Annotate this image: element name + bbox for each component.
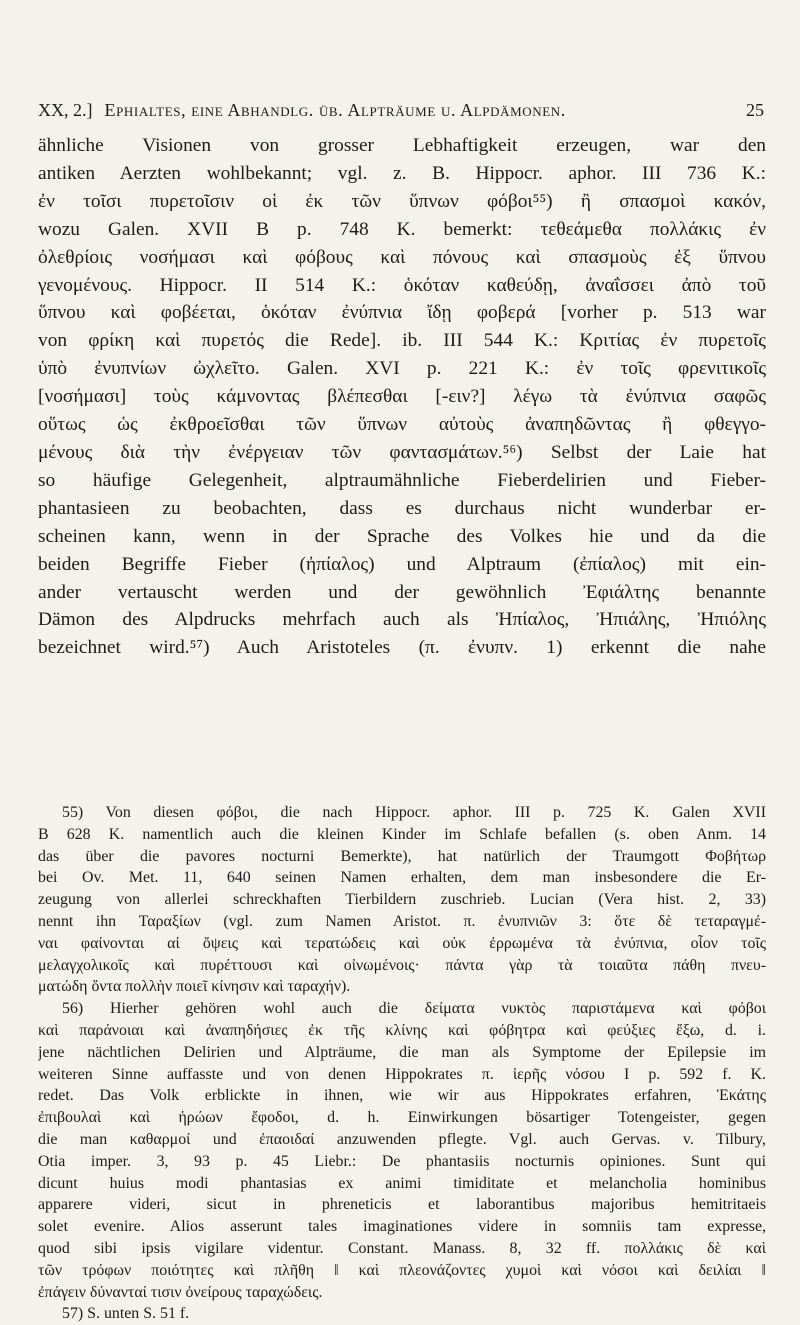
running-head-title: Ephialtes, eine Abhandlg. üb. Alpträume u. Alpdämonen.: [104, 100, 566, 120]
footnote-line: jene nächtlichen Delirien und Alpträume, die man als Symptome der Epilepsie im: [38, 1043, 766, 1061]
footnote-line: ἐπιβουλαὶ καὶ ἡρώων ἔφοδοι, d. h. Einwirkungen bösartiger Totengeister, gegen: [38, 1109, 766, 1127]
footnote-line: solet evenire. Alios asserunt tales imaginationes videre in somniis tam expresse,: [38, 1218, 766, 1236]
running-head: [38, 100, 764, 121]
body-line: οὕτως ὡς ἐκθροεῖσθαι τῶν ὕπνων αὐτοὺς ἀναπηδῶντας ἢ φθεγγο-: [38, 414, 766, 436]
body-line: ander vertauscht werden und der gewöhnlich Ἐφιάλτης benannte: [38, 581, 766, 603]
footnote-line: Otia imper. 3, 93 p. 45 Liebr.: De phantasiis nocturnis opiniones. Sunt qui: [38, 1152, 766, 1170]
body-line: [νοσήμασι] τοὺς κάμνοντας βλέπεσθαι [-ειν?] λέγω τὰ ἐνύπνια σαφῶς: [38, 386, 766, 408]
footnote-line: 57) S. unten S. 51 f.: [62, 1305, 190, 1323]
footnotes: [38, 802, 766, 1325]
footnote-line: 55) Von diesen φόβοι, die nach Hippocr. aphor. III p. 725 K. Galen XVII: [62, 804, 766, 821]
footnote-56: [38, 998, 766, 1303]
body-line: ähnliche Visionen von grosser Lebhaftigkeit erzeugen, war den: [38, 135, 766, 156]
footnote-line: 56) Hierher gehören wohl auch die δείματα νυκτὸς παριστάμενα καὶ φόβοι: [62, 1000, 766, 1018]
body-line: bezeichnet wird.⁵⁷) Auch Aristoteles (π. ἐνυπν. 1) erkennt die nahe: [38, 637, 766, 659]
body-line: ὕπνου καὶ φοβέεται, ὁκόταν ἐνύπνια ἴδῃ φοβερά [vorher p. 513 war: [38, 302, 766, 324]
main-body-text: [38, 132, 766, 662]
footnote-line: bei Ov. Met. 11, 640 seinen Namen erhalten, dem man insbesondere die Er-: [38, 869, 766, 887]
body-line: μένους διὰ τὴν ἐνέργειαν τῶν φαντασμάτων.⁵⁶) Selbst der Laie hat: [38, 441, 766, 463]
body-line: ἐν τοῖσι πυρετοῖσιν οἱ ἐκ τῶν ὕπνων φόβοι⁵⁵) ἢ σπασμοὶ κακόν,: [38, 190, 766, 212]
body-line: von φρίκη καὶ πυρετός die Rede]. ib. III 544 K.: Κριτίας ἐν πυρετοῖς: [38, 330, 766, 352]
footnote-line: die man καθαρμοί und ἐπαοιδαί anzuwenden pflegte. Vgl. auch Gervas. v. Tilbury,: [38, 1130, 766, 1148]
footnote-line: redet. Das Volk erblickte in ihnen, wie wir aus Hippokrates erfahren, Ἑκάτης: [38, 1087, 766, 1105]
body-line: ὀλεθρίοις νοσήμασι καὶ φόβους καὶ πόνους καὶ σπασμοὺς ἐξ ὕπνου: [38, 246, 766, 268]
footnote-57: [38, 1303, 766, 1325]
footnote-line: weiteren Sinne auffasste und von denen Hippokrates π. ἱερῆς νόσου I p. 592 f. K.: [38, 1065, 766, 1083]
body-line: phantasieen zu beobachten, dass es durchaus nicht wunderbar er-: [38, 497, 766, 519]
body-line: Dämon des Alpdrucks mehrfach auch als Ἠπίαλος, Ἠπιάλης, Ἠπιόλης: [38, 609, 766, 631]
footnote-line: B 628 K. namentlich auch die kleinen Kinder im Schlafe befallen (s. oben Anm. 14: [38, 825, 766, 843]
footnote-line: τῶν τρόφων ποιότητες καὶ πλῆθη ‖ καὶ πλεονάζοντες χυμοὶ καὶ νόσοι καὶ δειλίαι ‖: [38, 1261, 766, 1279]
footnote-line: nennt ihn Ταραξίων (vgl. zum Namen Aristot. π. ἐνυπνιῶν 3: ὅτε δὲ τεταραγμέ-: [38, 912, 766, 930]
footnote-line: quod sibi ipsis vigilare videntur. Constant. Manass. 8, 32 ff. πολλάκις δὲ καὶ: [38, 1239, 766, 1257]
body-line: antiken Aerzten wohlbekannt; vgl. z. B. Hippocr. aphor. III 736 K.:: [38, 162, 766, 184]
footnote-line: ναι φαίνονται αἱ ὄψεις καὶ τερατώδεις καὶ οὐκ ἐρρωμένα τὰ ἐνύπνια, οἷον τοῖς: [38, 934, 766, 952]
body-line: ὑπὸ ἐνυπνίων ὠχλεῖτο. Galen. XVI p. 221 K.: ἐν τοῖς φρενιτικοῖς: [38, 358, 766, 380]
body-line: beiden Begriffe Fieber (ἠπίαλος) und Alptraum (ἐπίαλος) mit ein-: [38, 553, 766, 575]
footnote-line: ματώδη ὄντα πολλὴν ποιεῖ κίνησιν καὶ ταραχήν).: [38, 978, 351, 996]
body-line: scheinen kann, wenn in der Sprache des Volkes hie und da die: [38, 525, 766, 547]
body-line: γενομένους. Hippocr. II 514 K.: ὁκόταν καθεύδῃ, ἀναΐσσει ἀπὸ τοῦ: [38, 274, 766, 296]
footnote-line: dicunt huius modi phantasias ex animi timiditate et melancholia hominibus: [38, 1174, 766, 1192]
footnote-line: das über die pavores nocturni Bemerkte), hat natürlich der Traumgott Φοβήτωρ: [38, 847, 766, 865]
running-head-left: [38, 100, 566, 121]
footnote-55: [38, 802, 766, 998]
page-number: 25: [746, 100, 764, 120]
body-line: so häufige Gelegenheit, alptraumähnliche Fieberdelirien und Fieber-: [38, 469, 766, 491]
body-line: wozu Galen. XVII B p. 748 K. bemerkt: τεθεάμεθα πολλάκις ἐν: [38, 218, 766, 240]
section-reference: XX, 2.]: [38, 100, 93, 120]
footnote-line: apparere videri, sicut in phreneticis et laborantibus majoribus hemitritaeis: [38, 1196, 766, 1214]
footnote-line: ἐπάγειν δύνανταί τισιν ὀνείρους ταραχώδεις.: [38, 1283, 323, 1301]
footnote-line: μελαγχολικοῖς καὶ πυρέττουσι καὶ οἰνωμένοις· πάντα γὰρ τὰ τοιαῦτα πάθη πνευ-: [38, 956, 766, 974]
footnote-line: καὶ παράνοιαι καὶ ἀναπηδήσιες ἐκ τῆς κλίνης καὶ φόβητρα καὶ φεύξιες ἔξω, d. i.: [38, 1021, 766, 1039]
footnote-line: zeugung von allerlei schreckhaften Tierbildern zuschrieb. Lucian (Vera hist. 2, 33): [38, 891, 766, 909]
